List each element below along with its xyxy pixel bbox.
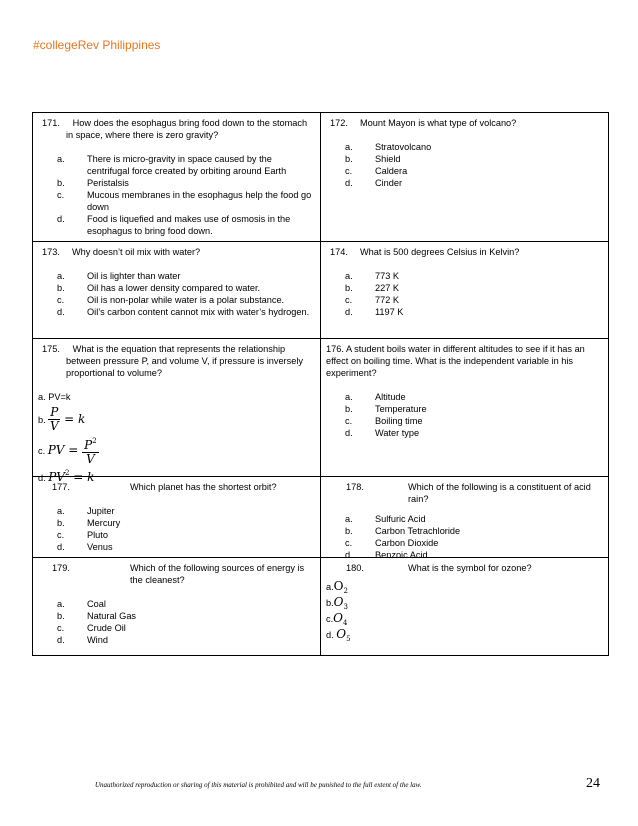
option-a: a. There is micro-gravity in space caused by the centrifugal force created by orbiting around Earth: [57, 154, 287, 176]
option-d: d. $O_5$: [326, 627, 351, 643]
question-text: What is the equation that represents the relationship between pressure P, and volume V, if pressure is inversely proportional to volume?: [66, 344, 303, 378]
question-number: 175.: [42, 344, 60, 354]
question-171: [33, 113, 321, 241]
option-c: c. 772 K: [345, 295, 400, 305]
question-number: 173.: [42, 247, 60, 257]
question-text: Mount Mayon is what type of volcano?: [360, 118, 517, 128]
option-d: d. Wind: [57, 635, 108, 645]
footer-disclaimer: Unauthorized reproduction or sharing of this material is prohibited and will be punished to the full extent of the law.: [95, 781, 422, 789]
brand-header: #collegeRev Philippines: [33, 38, 161, 52]
question-text: Which of the following is a constituent of acid rain?: [408, 482, 591, 504]
question-stem: [38, 343, 314, 379]
question-180: [321, 558, 609, 655]
question-text: Which planet has the shortest orbit?: [130, 482, 277, 492]
option-c: c. Carbon Dioxide: [345, 538, 439, 548]
option-c: c. Mucous membranes in the esophagus help the food go down: [57, 190, 312, 212]
option-b: b. Temperature: [345, 404, 427, 414]
option-c: c. Oil is non-polar while water is a polar substance.: [57, 295, 285, 305]
option-c: c. Pluto: [57, 530, 108, 540]
question-176: [321, 339, 609, 476]
options-list: [38, 505, 314, 553]
option-a: a. Oil is lighter than water: [57, 271, 181, 281]
option-b: b. Carbon Tetrachloride: [345, 526, 461, 536]
option-a: a. Coal: [57, 599, 106, 609]
question-row: [33, 339, 609, 484]
question-row: [33, 558, 609, 656]
option-b: b. Shield: [345, 154, 401, 164]
option-c: c. Boiling time: [345, 416, 423, 426]
question-number: 178.: [346, 482, 364, 492]
question-175: [33, 339, 321, 484]
question-178: [321, 477, 609, 560]
option-a: a. Sulfuric Acid: [345, 514, 426, 524]
options-list: [38, 598, 314, 646]
option-d: d. Food is liquefied and makes use of osmosis in the esophagus to bring food down.: [57, 214, 291, 236]
option-d: d. $PV^2 = k$: [38, 469, 95, 484]
equation-options: [38, 391, 314, 484]
question-text: How does the esophagus bring food down to the stomach in space, where there is zero gravity?: [66, 118, 308, 140]
fraction: $\frac{P^2}{V}$: [84, 437, 97, 466]
question-174: [321, 242, 609, 338]
option-a: a. Stratovolcano: [345, 142, 432, 152]
question-row: [33, 113, 609, 242]
option-a: a. Altitude: [345, 392, 406, 402]
question-number: 174.: [330, 247, 348, 257]
question-stem: [38, 117, 314, 141]
question-177: [33, 477, 321, 557]
option-d: d. Cinder: [345, 178, 403, 188]
option-d: d. 1197 K: [345, 307, 404, 317]
formula-options: [326, 580, 602, 644]
question-stem: [38, 246, 314, 258]
question-stem: [38, 481, 314, 493]
option-c: c. PV = $\frac{P^2}{V}$: [38, 437, 97, 466]
option-b: b. Oil has a lower density compared to water.: [57, 283, 261, 293]
option-b: $b.O_3$: [326, 595, 348, 611]
question-text: What is the symbol for ozone?: [408, 563, 532, 573]
question-text: What is 500 degrees Celsius in Kelvin?: [360, 247, 520, 257]
option-b: b. 227 K: [345, 283, 400, 293]
question-number: 180.: [346, 563, 364, 573]
option-a: a. 773 K: [345, 271, 400, 281]
options-list: [326, 141, 602, 189]
option-b: b. $\frac{P}{V}$ = k: [38, 405, 86, 433]
question-text: Which of the following sources of energy is the cleanest?: [130, 563, 305, 585]
question-number: 172.: [330, 118, 348, 128]
page-number: 24: [586, 776, 600, 791]
option-b: b. Natural Gas: [57, 611, 137, 621]
option-d: d. Oil’s carbon content cannot mix with water’s hydrogen.: [57, 307, 310, 317]
option-c: c. Crude Oil: [57, 623, 126, 633]
question-row: [33, 242, 609, 339]
fraction: $\frac{P}{V}$: [49, 405, 59, 433]
question-stem: [326, 117, 602, 129]
option-b: b. Peristalsis: [57, 178, 129, 188]
option-c: c. Caldera: [345, 166, 408, 176]
question-172: [321, 113, 609, 241]
options-list: [38, 153, 314, 237]
question-row: [33, 477, 609, 558]
option-c: $c.O_4$: [326, 611, 348, 627]
question-grid: [32, 112, 609, 656]
question-stem: [38, 562, 314, 586]
question-stem: [326, 246, 602, 258]
options-list: [326, 270, 602, 318]
question-179: [33, 558, 321, 655]
question-stem: [326, 343, 602, 379]
question-stem: [326, 481, 602, 505]
question-number: 177.: [52, 482, 70, 492]
question-number: 171.: [42, 118, 60, 128]
question-number: 176.: [326, 344, 344, 354]
question-text: A student boils water in different altitudes to see if it has an effect on boiling time. What is the independent variable in his experiment?: [326, 344, 585, 378]
options-list: [326, 391, 602, 439]
option-d: d. Venus: [57, 542, 113, 552]
option-d: d. Water type: [345, 428, 420, 438]
options-list: [326, 513, 602, 561]
option-a: a. Jupiter: [57, 506, 115, 516]
question-number: 179.: [52, 563, 70, 573]
question-173: [33, 242, 321, 338]
option-d: d. Benzoic Acid: [345, 550, 428, 560]
question-stem: [326, 562, 602, 574]
question-text: Why doesn’t oil mix with water?: [72, 247, 201, 257]
option-a: a. PV=k: [38, 392, 71, 402]
options-list: [38, 270, 314, 318]
option-a: $a.O_2$: [326, 579, 348, 595]
option-b: b. Mercury: [57, 518, 121, 528]
